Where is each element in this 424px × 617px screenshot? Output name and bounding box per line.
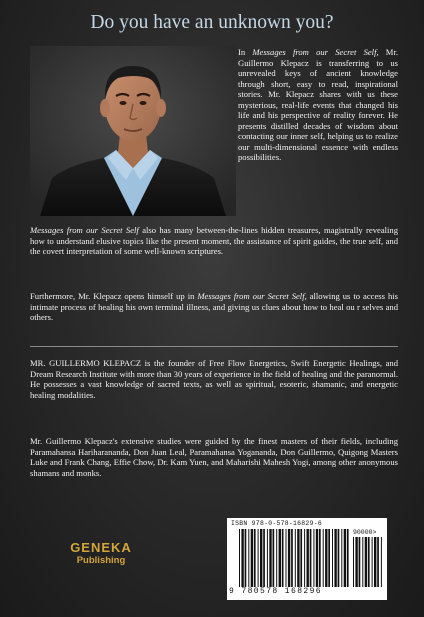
barcode-bar — [297, 529, 299, 587]
barcode-bar — [328, 529, 330, 587]
barcode-bar — [368, 537, 370, 587]
barcode-bar — [365, 537, 367, 587]
book-title: Messages from our Secret Self — [30, 225, 139, 235]
barcode-bar — [251, 529, 253, 587]
barcode-bar — [381, 537, 382, 587]
barcode-bar — [355, 537, 357, 587]
barcode-bar — [344, 529, 346, 587]
author-bio-paragraph: MR. GUILLERMO KLEPACZ is the founder of Free Flow Energetics, Swift Energetic Healings, and Dream Research Institute with more than 30 years of experience in the field of healing and the paranormal. He possesses a vast knowledge of sacred texts, as well as spiritual, esoteric, shamanic, and energetic healing modalities. — [30, 358, 398, 400]
barcode-bar — [282, 529, 284, 587]
barcode-bar — [288, 529, 290, 587]
barcode-bar — [341, 529, 342, 587]
barcode-bar — [273, 529, 275, 587]
barcode-bar — [276, 529, 277, 587]
barcode-bar — [362, 537, 363, 587]
barcode-bar — [313, 529, 314, 587]
publisher-name: GENEKA — [70, 540, 132, 555]
barcode-bar — [347, 529, 349, 587]
book-title: Messages from our Secret Self, — [252, 47, 379, 57]
barcode-bar — [323, 529, 324, 587]
barcode-bar — [239, 529, 240, 587]
author-studies-paragraph: Mr. Guillermo Klepacz's extensive studies were guided by the finest masters of their fields, including Paramahansa Hariharananda, Don Juan Leal, Paramahansa Yogananda, Don Guillermo, Quigong Masters Luke and Frank Chang, Effie Chow, Dr. Kam Yuen, and Maharishi Mahesh Yogi, among other anonymous shamans and monks. — [30, 436, 398, 478]
barcode-bar — [245, 529, 247, 587]
barcode-bar — [332, 529, 333, 587]
barcode-addon-bars — [353, 537, 383, 587]
barcode-bar — [241, 529, 243, 587]
isbn-text: ISBN 978-0-578-16829-6 — [231, 520, 322, 527]
section-divider — [30, 346, 398, 347]
barcode-bar — [325, 529, 327, 587]
healing-paragraph — [30, 291, 398, 323]
barcode-bar — [248, 529, 249, 587]
barcode-bar — [254, 529, 256, 587]
intro-rest-text: Mr. Guillermo Klepacz is transferring to us unrevealed keys of ancient knowledge through short, easy to read, inspirational stories. Mr. Klepacz shares with us these mysterious, real-life events that changed his life and his perspective of reality forever. He presents distilled decades of wisdom about contacting our inner self, helping us to realize our multi-dimensional essence with endless possibilities. — [238, 47, 398, 162]
barcode-bar — [353, 537, 354, 587]
book-title: Messages from our Secret Self, — [197, 291, 307, 301]
barcode-bar — [338, 529, 340, 587]
isbn-barcode — [227, 518, 387, 600]
publisher-subtitle: Publishing — [76, 555, 126, 566]
price-code: 90000> — [353, 529, 377, 536]
barcode-bar — [263, 529, 265, 587]
barcode-bar — [374, 537, 376, 587]
barcode-bar — [291, 529, 293, 587]
author-photo — [30, 46, 236, 216]
barcode-bar — [269, 529, 271, 587]
intro-text: In — [238, 47, 253, 57]
treasures-text: also has many between-the-lines hidden treasures, magistrally revealing how to understand elusive topics like the present moment, the assistance of spirit guides, the true self, and the covert interpretation of some well-known scriptures. — [30, 225, 398, 256]
barcode-bar — [304, 529, 305, 587]
healing-rest-text: allowing us to access his intimate process of healing his own terminal illness, and giving us clues about how to heal ou r selves and others. — [30, 291, 398, 322]
barcode-bar — [372, 537, 373, 587]
treasures-paragraph — [30, 225, 398, 257]
barcode-bars — [239, 529, 349, 587]
barcode-bar — [260, 529, 262, 587]
barcode-bar — [286, 529, 287, 587]
headline: Do you have an unknown you? — [90, 12, 334, 33]
barcode-bar — [319, 529, 321, 587]
barcode-bar — [377, 537, 379, 587]
barcode-bar — [295, 529, 296, 587]
barcode-bar — [316, 529, 318, 587]
barcode-bar — [300, 529, 302, 587]
barcode-bar — [334, 529, 336, 587]
healing-intro-text: Furthermore, Mr. Klepacz opens himself up in — [30, 291, 198, 301]
barcode-digits: 9 780578 168296 — [229, 587, 323, 596]
barcode-bar — [267, 529, 268, 587]
barcode-bar — [359, 537, 361, 587]
intro-paragraph — [238, 47, 398, 163]
barcode-bar — [310, 529, 312, 587]
barcode-bar — [258, 529, 259, 587]
publisher-logo — [66, 540, 136, 567]
barcode-bar — [307, 529, 309, 587]
barcode-bar — [279, 529, 281, 587]
